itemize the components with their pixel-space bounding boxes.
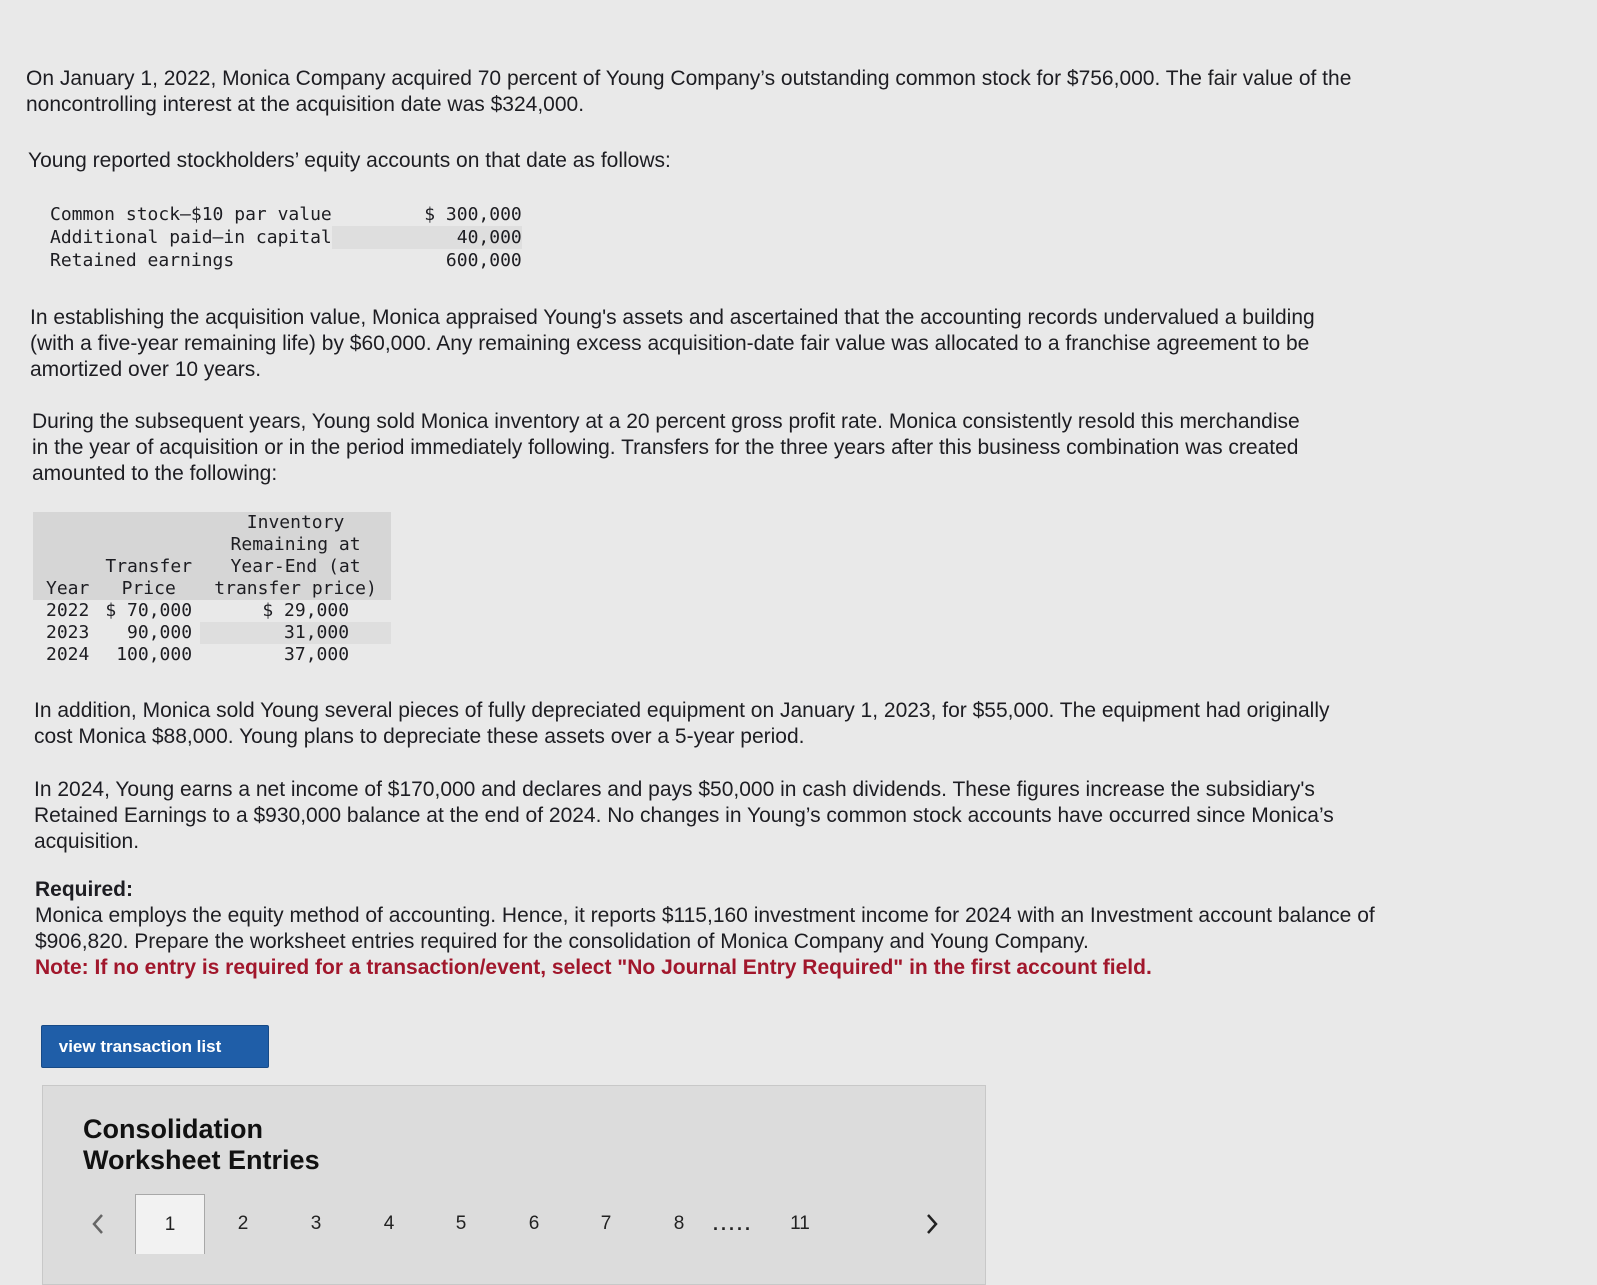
table-row: [33, 622, 391, 644]
chevron-left-icon: [91, 1213, 105, 1235]
header-line: Price: [121, 578, 176, 599]
year-cell: 2022: [46, 600, 90, 621]
equipment-paragraph: In addition, Monica sold Young several pieces of fully depreciated equipment on January 1, 2023, for $55,000. The equipment had originally cost Monica $88,000. Young plans to depreciate these assets over a 5-year period.: [34, 699, 1330, 748]
intro-paragraph: On January 1, 2022, Monica Company acquired 70 percent of Young Company’s outstanding common stock for $756,000. The fair value of the noncontrolling interest at the acquisition date was $324,000.: [26, 67, 1352, 116]
equity-row: [50, 203, 522, 226]
page-tab-7[interactable]: 7: [600, 1213, 612, 1234]
consolidation-panel: [42, 1085, 986, 1285]
panel-title: Consolidation Worksheet Entries: [83, 1114, 320, 1175]
prev-page-button[interactable]: [83, 1194, 113, 1254]
equity-amount: 600,000: [445, 250, 522, 271]
page-tab-1[interactable]: 1: [135, 1194, 205, 1254]
table-row: [33, 644, 391, 666]
price-cell: 100,000: [116, 644, 193, 665]
required-label: Required:: [35, 878, 134, 901]
page-tab-6[interactable]: 6: [528, 1213, 540, 1234]
page-tab-8[interactable]: 8: [673, 1213, 685, 1234]
equity-label: Retained earnings: [50, 250, 235, 271]
transfer-price-header: [97, 512, 200, 600]
page-tab-3[interactable]: 3: [310, 1213, 322, 1234]
price-cell: $ 70,000: [105, 600, 193, 621]
equity-table: [50, 203, 522, 272]
net-income-paragraph: In 2024, Young earns a net income of $170,000 and declares and pays $50,000 in cash dividends. These figures increase the subsidiary's Retained Earnings to a $930,000 balance at the end of 2024. No changes in Young’s common stock accounts have occurred since Monica’s acquisition.: [34, 778, 1334, 853]
required-section: [35, 877, 1375, 981]
equity-label: Additional paid–in capital: [50, 227, 332, 248]
header-line: Transfer: [105, 556, 193, 577]
equity-amount: 40,000: [332, 226, 522, 249]
transfer-header-row: [33, 512, 391, 600]
table-row: [33, 600, 391, 622]
next-page-button[interactable]: [917, 1194, 947, 1254]
transfer-table: [33, 512, 391, 666]
equity-row: [50, 226, 522, 249]
page-tab-5[interactable]: 5: [455, 1213, 467, 1234]
appraisal-paragraph: In establishing the acquisition value, Monica appraised Young's assets and ascertained that the accounting records undervalued a building (with a five-year remaining life) by $60,000. Any remaining excess acquisition-date fair value was allocated to a franchise agreement to be amortized over 10 years.: [30, 306, 1315, 381]
inventory-remaining-header: [200, 512, 391, 600]
header-line: Inventory: [246, 512, 345, 533]
inventory-cell: 37,000: [284, 644, 350, 665]
page-tab-2[interactable]: 2: [237, 1213, 249, 1234]
year-cell: 2023: [46, 622, 90, 643]
equity-label: Common stock–$10 par value: [50, 204, 332, 225]
year-cell: 2024: [46, 644, 90, 665]
pagination: [43, 1194, 987, 1254]
equity-amount: $ 300,000: [424, 204, 522, 225]
inventory-cell: $ 29,000: [262, 600, 350, 621]
inventory-paragraph: During the subsequent years, Young sold Monica inventory at a 20 percent gross profit rate. Monica consistently resold this merchandise in the year of acquisition or in the period immediately following. Transfers for the three years after this business combination was created amounted to the following:: [32, 410, 1300, 485]
required-text: Monica employs the equity method of accounting. Hence, it reports $115,160 investment income for 2024 with an Investment account balance of $906,820. Prepare the worksheet entries required for the consolidation of Monica Company and Young Company.: [35, 904, 1375, 953]
page-tab-4[interactable]: 4: [383, 1213, 395, 1234]
note-text: Note: If no entry is required for a transaction/event, select "No Journal Entry Required" in the first account field.: [35, 956, 1152, 979]
chevron-right-icon: [925, 1213, 939, 1235]
header-line: Year-End (at: [230, 556, 361, 577]
header-line: Remaining at: [230, 534, 361, 555]
equity-row: [50, 249, 522, 272]
inventory-cell: 31,000: [200, 622, 391, 644]
pagination-ellipsis: .....: [712, 1213, 753, 1234]
view-transaction-list-button[interactable]: view transaction list: [41, 1025, 269, 1068]
page-tab-11[interactable]: 11: [790, 1213, 810, 1234]
header-line: transfer price): [214, 578, 377, 599]
year-header: Year: [33, 512, 97, 600]
price-cell: 90,000: [127, 622, 193, 643]
equity-intro: Young reported stockholders’ equity accounts on that date as follows:: [28, 149, 671, 172]
